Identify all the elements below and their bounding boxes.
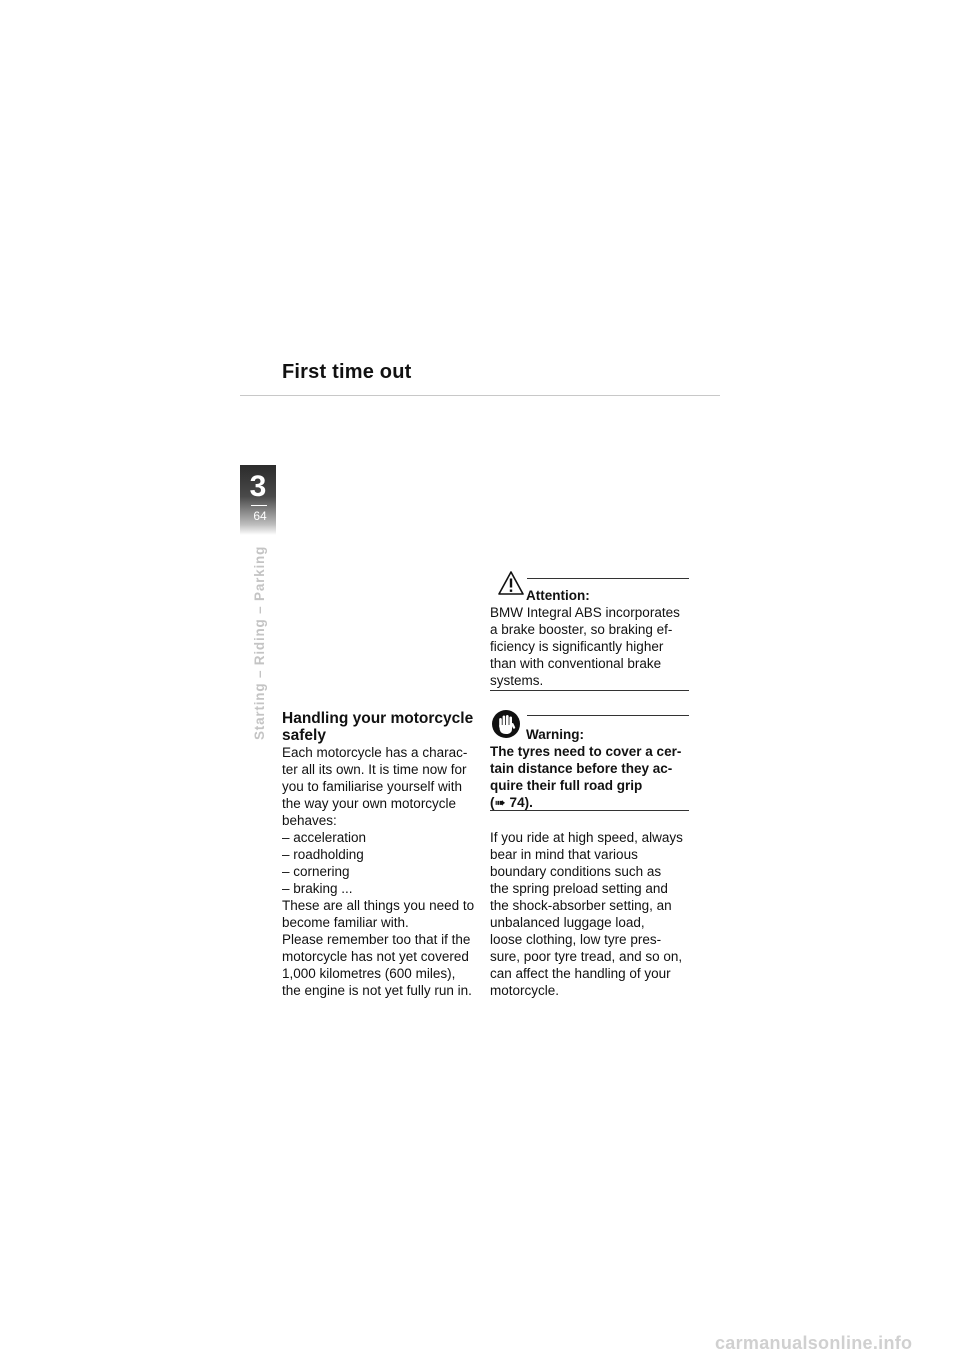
- attention-text: BMW Integral ABS incorporates a brake booster, so braking ef- ficiency is significantly higher than with conventional brake systems.: [490, 605, 680, 688]
- site-watermark: carmanualsonline.info: [715, 1333, 913, 1353]
- title-divider: [240, 395, 720, 396]
- handling-conditions-text: If you ride at high speed, always bear in mind that various boundary conditions such as the spring preload setting and the shock-absorber setting, an unbalanced luggage load, loose clothing, low tyre pres- sure, poor tyre tread, and so on, can affect the handling of your motorcycle.: [490, 830, 683, 998]
- section-heading: Handling your motorcycle safely: [282, 710, 474, 744]
- attention-top-rule: [527, 578, 689, 579]
- warning-top-rule: [527, 715, 689, 716]
- warning-bottom-rule: [490, 810, 689, 811]
- attention-title: Attention:: [526, 588, 590, 603]
- chapter-divider: [251, 505, 267, 506]
- stop-hand-icon: [491, 709, 521, 739]
- page-title: First time out: [282, 361, 412, 383]
- warning-title: Warning:: [526, 727, 584, 742]
- left-column: [282, 710, 482, 999]
- warning-text: The tyres need to cover a cer- tain distance before they ac- quire their full road grip (➠ 74).: [490, 744, 682, 810]
- chapter-side-label: Starting – Riding – Parking: [252, 545, 267, 740]
- attention-bottom-rule: [490, 690, 689, 691]
- warning-triangle-icon: [497, 570, 525, 596]
- chapter-number: 3: [249, 470, 267, 503]
- section-body-text: Each motorcycle has a charac- ter all its own. It is time now for you to familiarise yourself with the way your own motorcycle behaves: – acceleration – roadholding – cornering – braking ... These are all things you need to become familiar with. Please remember too that if the motorcycle has not yet covered 1,000 kilometres (600 miles), the engine is not yet fully run in.: [282, 745, 475, 998]
- page-number: 64: [253, 509, 267, 523]
